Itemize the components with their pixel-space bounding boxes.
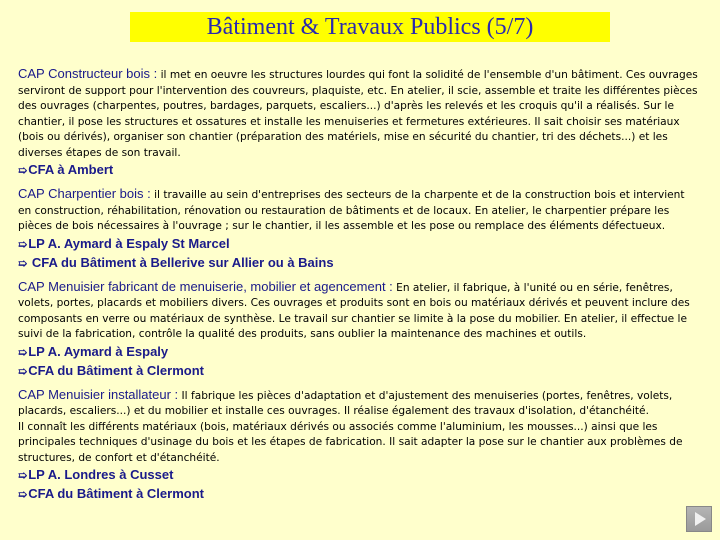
section-menuisier-fabricant xyxy=(18,279,700,381)
school-item: ➯LP A. Aymard à Espaly St Marcel xyxy=(18,235,230,251)
arrow-icon: ➯ xyxy=(18,470,28,482)
section-paragraph xyxy=(18,186,700,235)
section-constructeur-bois xyxy=(18,66,700,180)
section-text: il travaille au sein d'entreprises des secteurs de la charpente et de la construction bois et intervient en construction, réhabilitation, rénovation ou restauration de bâtiments et de locaux. En atelier, le charpentier prépare les pièces de bois nécessaires à l'ouvrage ; sur le chantier, il les assemble et les pose ou remplace des éléments défectueux. xyxy=(18,189,685,232)
page-title: Bâtiment & Travaux Publics (5/7) xyxy=(130,12,610,42)
school-item: ➯ CFA du Bâtiment à Bellerive sur Allier ou à Bains xyxy=(18,254,334,270)
school-item: ➯LP A. Aymard à Espaly xyxy=(18,343,169,359)
section-menuisier-installateur xyxy=(18,387,700,505)
section-heading: CAP Constructeur bois : xyxy=(18,66,158,81)
school-item: ➯CFA à Ambert xyxy=(18,162,114,177)
arrow-icon: ➯ xyxy=(18,238,28,251)
arrow-icon: ➯ xyxy=(18,365,28,378)
section-text: il met en oeuvre les structures lourdes qui font la solidité de l'ensemble d'un bâtiment. Ces ouvrages serviront de support pour l'intervention des couvreurs, plaquiste, etc. En atelier, il scie, assemble et traite les différentes pièces des ouvrages (charpentes, poutres, bardages, parquets, escaliers...) d'après les relevés et les croquis qu'il a réalisés. Sur le chantier, il pose les structures et ossatures et installe les menuiseries et fermetures extérieures. Il sait choisir ses matériaux (bois ou dérivés), organiser son chantier (préparation des matériels, mise en sécurité du chantier, tri des déchets...) et les diverses étapes de son travail. xyxy=(18,69,698,159)
play-icon xyxy=(687,507,711,531)
content xyxy=(18,66,700,504)
section-text: Il fabrique les pièces d'adaptation et d'ajustement des menuiseries (portes, fenêtres, volets, placards, escaliers...) et du mobilier et installe ces ouvrages. Il réalise également des travaux d'isolation, d'étanchéité. xyxy=(18,389,673,417)
section-heading: CAP Menuisier fabricant de menuiserie, mobilier et agencement : xyxy=(18,278,393,294)
next-slide-button[interactable] xyxy=(686,506,712,532)
section-text-2: Il connaît les différents matériaux (bois, matériaux dérivés ou associés comme l'aluminium, les mousses...) ainsi que les principales techniques d'usinage du bois et les étapes de fabrication. Il sait adapter la pose sur le chantier aux problèmes de structures, de confort et d'étanchéité. xyxy=(18,420,683,464)
arrow-icon: ➯ xyxy=(18,165,28,177)
section-heading: CAP Menuisier installateur : xyxy=(18,386,179,402)
section-heading: CAP Charpentier bois : xyxy=(18,186,151,201)
arrow-icon: ➯ xyxy=(18,489,28,501)
section-paragraph xyxy=(18,66,700,161)
school-item: ➯LP A. Londres à Cusset xyxy=(18,467,174,482)
section-paragraph xyxy=(18,387,700,420)
arrow-icon: ➯ xyxy=(18,257,28,270)
school-item: ➯CFA du Bâtiment à Clermont xyxy=(18,486,204,501)
section-text: En atelier, il fabrique, à l'unité ou en série, fenêtres, volets, portes, placards et mobiliers divers. Ces ouvrages et produits sont en bois ou matériaux dérivés et peuvent inclure des composants en verre ou matériaux de synthèse. Le travail sur chantier se limite à la pose du mobilier. En atelier, il effectue le suivi de la fabrication, contrôle la qualité des produits, sans oublier la maintenance des machines et outils. xyxy=(18,281,690,340)
arrow-icon: ➯ xyxy=(18,346,28,359)
section-paragraph xyxy=(18,279,700,343)
school-item: ➯CFA du Bâtiment à Clermont xyxy=(18,362,204,378)
section-charpentier-bois xyxy=(18,186,700,273)
